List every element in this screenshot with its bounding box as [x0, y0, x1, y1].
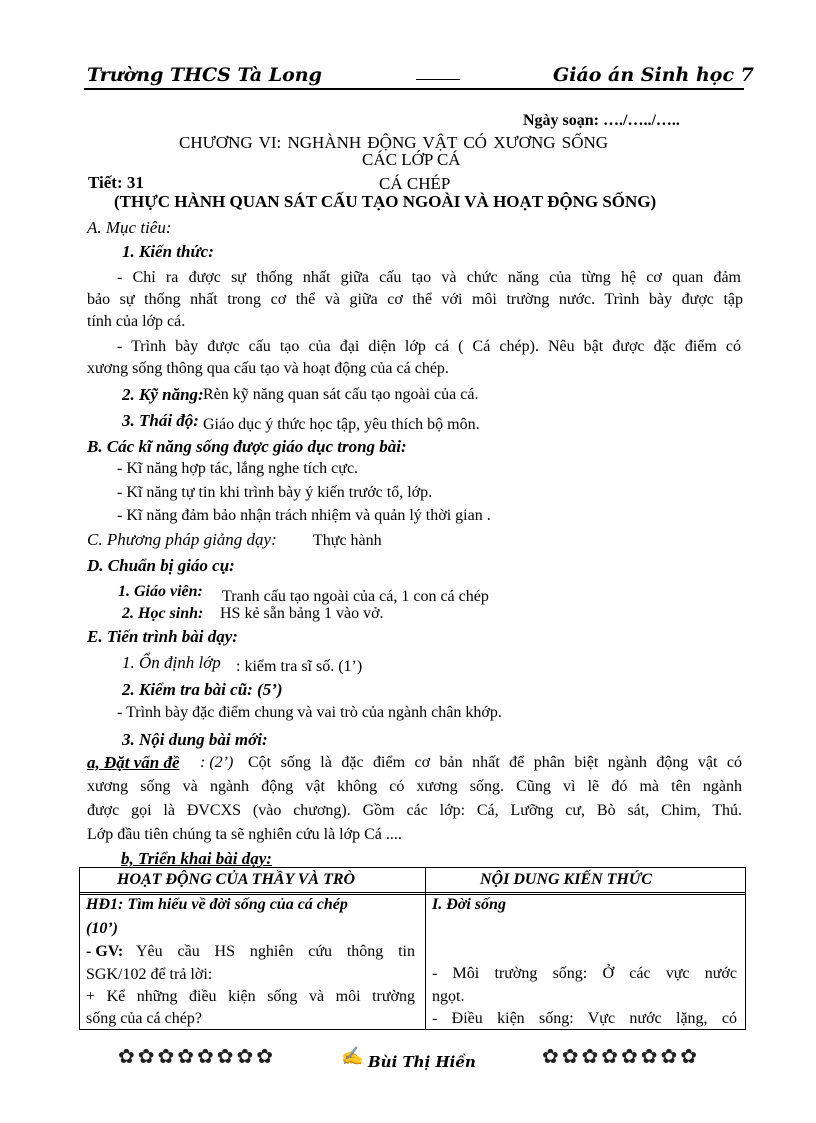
- header-school: Trường THCS Tà Long: [87, 64, 322, 86]
- deploy-label: b, Triển khai bài dạy:: [121, 849, 272, 868]
- section-a-title: A. Mục tiêu:: [87, 218, 172, 237]
- env-line2: ngọt.: [432, 988, 465, 1005]
- section-b-title: B. Các kĩ năng sống được giáo dục trong bài:: [87, 437, 407, 456]
- section-e-title: E. Tiến trình bài dạy:: [87, 627, 238, 646]
- hd1-title-line1: HĐ1: Tìm hiểu về đời sống của cá chép: [86, 896, 348, 913]
- env-line1: - Môi trường sống: Ở các vực nước: [432, 965, 737, 982]
- gv-line2: SGK/102 để trả lời:: [86, 966, 213, 983]
- lesson-label: Tiết: 31: [88, 173, 144, 192]
- footer-flowers-left: ✿✿✿✿✿✿✿✿: [118, 1046, 277, 1068]
- b-item-1: - Kĩ năng hợp tác, lắng nghe tích cực.: [117, 460, 359, 477]
- student-text: HS kẻ sẵn bảng 1 vào vở.: [220, 605, 384, 622]
- knowledge-p2-line1: - Trình bày được cấu tạo của đại diện lớp cá ( Cá chép). Nêu bật được đặc điểm có: [117, 338, 741, 355]
- section-c-text: Thực hành: [313, 532, 382, 549]
- hd1-title-line2: (10’): [86, 920, 118, 937]
- chapter-subtitle: CÁC LỚP CÁ: [362, 150, 461, 169]
- knowledge-p2-line2: xương sống thông qua cấu tạo và hoạt động của cá chép.: [87, 360, 449, 377]
- question-line1: + Kể những điều kiện sống và môi trường: [86, 988, 415, 1005]
- content-section-title: I. Đời sống: [432, 896, 506, 913]
- teacher-label: 1. Giáo viên:: [118, 583, 203, 600]
- gv-label: - GV:: [86, 943, 124, 960]
- student-label: 2. Học sinh:: [122, 605, 204, 622]
- intro-line1: Cột sống là đặc điểm cơ bản nhất để phân biệt ngành động vật có: [248, 754, 742, 771]
- intro-time: : (2’): [200, 754, 234, 771]
- question-line2: sống của cá chép?: [86, 1010, 202, 1027]
- skill-text: Rèn kỹ năng quan sát cấu tạo ngoài của cá.: [203, 386, 479, 403]
- b-item-2: - Kĩ năng tự tin khi trình bày ý kiến trước tổ, lớp.: [117, 484, 433, 501]
- knowledge-title: 1. Kiến thức:: [122, 242, 214, 261]
- intro-line2: xương sống và ngành động vật không có xương sống. Cũng vì lẽ đó mà tên ngành: [87, 778, 742, 795]
- teacher-text: Tranh cấu tạo ngoài của cá, 1 con cá chép: [222, 588, 489, 605]
- chapter-title: CHƯƠNG VI: NGHÀNH ĐỘNG VẬT CÓ XƯƠNG SỐNG: [179, 133, 609, 152]
- intro-line4: Lớp đầu tiên chúng ta sẽ nghiên cứu là lớp Cá ....: [87, 826, 402, 843]
- e2-label: 2. Kiểm tra bài cũ: (5’): [122, 680, 283, 699]
- footer-author: Bùi Thị Hiền: [368, 1053, 476, 1071]
- attitude-text: Giáo dục ý thức học tập, yêu thích bộ môn.: [203, 416, 480, 433]
- gv-line1: Yêu cầu HS nghiên cứu thông tin: [136, 943, 415, 960]
- intro-line3: được gọi là ĐVCXS (vào chương). Gồm các lớp: Cá, Lưỡng cư, Bò sát, Chim, Thú.: [87, 802, 742, 819]
- cond-line1: - Điều kiện sống: Vực nước lặng, có: [432, 1010, 737, 1027]
- lesson-subtitle: (THỰC HÀNH QUAN SÁT CẤU TẠO NGOÀI VÀ HOẠT ĐỘNG SỐNG): [114, 192, 657, 211]
- pen-icon: ✍: [341, 1046, 364, 1066]
- e1-label: 1. Ổn định lớp: [122, 653, 221, 672]
- e2-text: - Trình bày đặc điểm chung và vai trò của ngành chân khớp.: [117, 704, 502, 721]
- table-header-rule-double: [80, 894, 745, 895]
- knowledge-p1-line3: tính của lớp cá.: [87, 313, 186, 330]
- header-rule: [84, 88, 744, 90]
- lesson-name: CÁ CHÉP: [379, 174, 451, 193]
- section-d-title: D. Chuẩn bị giáo cụ:: [87, 556, 235, 575]
- date-line: Ngày soạn: …./…../…..: [523, 112, 680, 129]
- e3-label: 3. Nội dung bài mới:: [122, 730, 268, 749]
- knowledge-p1-line1: - Chỉ ra được sự thống nhất giữa cấu tạo và chức năng của từng hệ cơ quan đảm: [117, 269, 741, 286]
- attitude-title: 3. Thái độ:: [122, 411, 199, 430]
- section-c-title: C. Phương pháp giảng dạy:: [87, 530, 277, 549]
- table-col2-header: NỘI DUNG KIẾN THỨC: [480, 871, 652, 888]
- intro-label: a, Đặt vấn đề: [87, 753, 180, 772]
- b-item-3: - Kĩ năng đảm bảo nhận trách nhiệm và quản lý thời gian .: [117, 507, 491, 524]
- table-col1-header: HOẠT ĐỘNG CỦA THẦY VÀ TRÒ: [117, 871, 356, 888]
- knowledge-p1-line2: bảo sự thống nhất trong cơ thể và giữa cơ thể với môi trường nước. Trình bày được tập: [87, 291, 743, 308]
- header-subject: Giáo án Sinh học 7: [553, 64, 754, 86]
- skill-title: 2. Kỹ năng:: [122, 385, 204, 404]
- footer-flowers-right: ✿✿✿✿✿✿✿✿: [542, 1046, 701, 1068]
- e1-text: : kiểm tra sĩ số. (1’): [236, 658, 363, 675]
- header-mid-rule: [416, 79, 460, 80]
